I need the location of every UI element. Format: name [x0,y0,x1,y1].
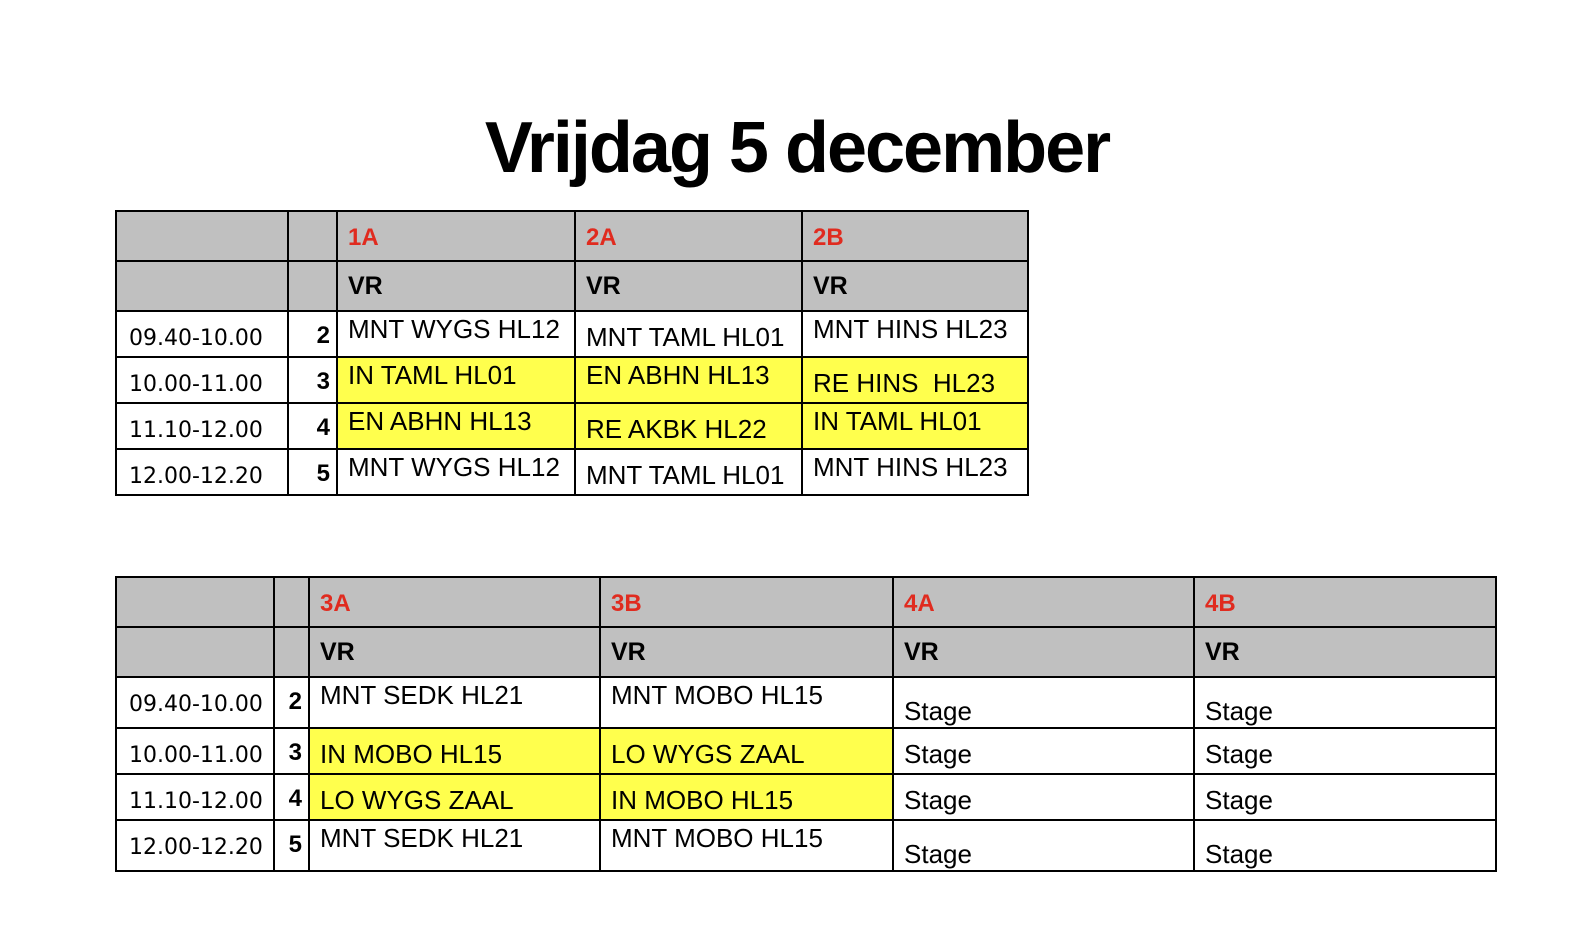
empty-header-cell [116,211,288,261]
lesson-cell: Stage [893,820,1194,871]
day-label: VR [337,261,575,311]
table-row [116,403,1028,449]
subheader-row [116,627,1496,677]
class-label: 2B [802,211,1028,261]
class-header-row [116,577,1496,627]
lesson-cell: EN ABHN HL13 [575,357,802,403]
table-row [116,449,1028,495]
class-label: 4A [893,577,1194,627]
lesson-cell: MNT HINS HL23 [802,449,1028,495]
table-row [116,311,1028,357]
period-cell: 4 [288,403,337,449]
day-label: VR [1194,627,1496,677]
day-label: VR [893,627,1194,677]
empty-header-cell [274,577,309,627]
lesson-cell: IN TAML HL01 [337,357,575,403]
day-label: VR [600,627,893,677]
lesson-cell: IN MOBO HL15 [600,774,893,820]
time-cell: 09.40-10.00 [116,677,274,728]
period-cell: 2 [274,677,309,728]
empty-header-cell [288,211,337,261]
lesson-cell: MNT WYGS HL12 [337,449,575,495]
lesson-cell: Stage [1194,820,1496,871]
time-cell: 10.00-11.00 [116,357,288,403]
table-row [116,820,1496,871]
lesson-cell: Stage [1194,728,1496,774]
lesson-cell: MNT SEDK HL21 [309,677,600,728]
period-cell: 4 [274,774,309,820]
empty-header-cell [116,627,274,677]
lesson-cell: MNT MOBO HL15 [600,677,893,728]
lesson-cell: Stage [893,677,1194,728]
lesson-cell: Stage [893,774,1194,820]
lesson-cell: LO WYGS ZAAL [309,774,600,820]
day-label: VR [309,627,600,677]
lesson-cell: RE AKBK HL22 [575,403,802,449]
schedule-table-2 [115,576,1497,872]
page-title: Vrijdag 5 december [484,108,1110,188]
subheader-row [116,261,1028,311]
time-cell: 12.00-12.20 [116,820,274,871]
class-label: 4B [1194,577,1496,627]
class-label: 3A [309,577,600,627]
time-cell: 12.00-12.20 [116,449,288,495]
empty-header-cell [116,577,274,627]
day-label: VR [575,261,802,311]
lesson-cell: IN MOBO HL15 [309,728,600,774]
class-label: 2A [575,211,802,261]
period-cell: 5 [274,820,309,871]
class-header-row [116,211,1028,261]
table-row [116,728,1496,774]
empty-header-cell [116,261,288,311]
lesson-cell: MNT WYGS HL12 [337,311,575,357]
empty-header-cell [274,627,309,677]
lesson-cell: MNT SEDK HL21 [309,820,600,871]
lesson-cell: MNT TAML HL01 [575,311,802,357]
period-cell: 2 [288,311,337,357]
class-label: 1A [337,211,575,261]
lesson-cell: Stage [893,728,1194,774]
period-cell: 5 [288,449,337,495]
lesson-cell: MNT HINS HL23 [802,311,1028,357]
time-cell: 11.10-12.00 [116,403,288,449]
day-label: VR [802,261,1028,311]
lesson-cell: MNT MOBO HL15 [600,820,893,871]
lesson-cell: RE HINS HL23 [802,357,1028,403]
time-cell: 09.40-10.00 [116,311,288,357]
time-cell: 10.00-11.00 [116,728,274,774]
class-label: 3B [600,577,893,627]
lesson-cell: Stage [1194,677,1496,728]
period-cell: 3 [274,728,309,774]
lesson-cell: EN ABHN HL13 [337,403,575,449]
schedule-table-1 [115,210,1029,496]
time-cell: 11.10-12.00 [116,774,274,820]
table-row [116,357,1028,403]
lesson-cell: LO WYGS ZAAL [600,728,893,774]
lesson-cell: Stage [1194,774,1496,820]
lesson-cell: IN TAML HL01 [802,403,1028,449]
table-row [116,677,1496,728]
period-cell: 3 [288,357,337,403]
table-row [116,774,1496,820]
empty-header-cell [288,261,337,311]
lesson-cell: MNT TAML HL01 [575,449,802,495]
